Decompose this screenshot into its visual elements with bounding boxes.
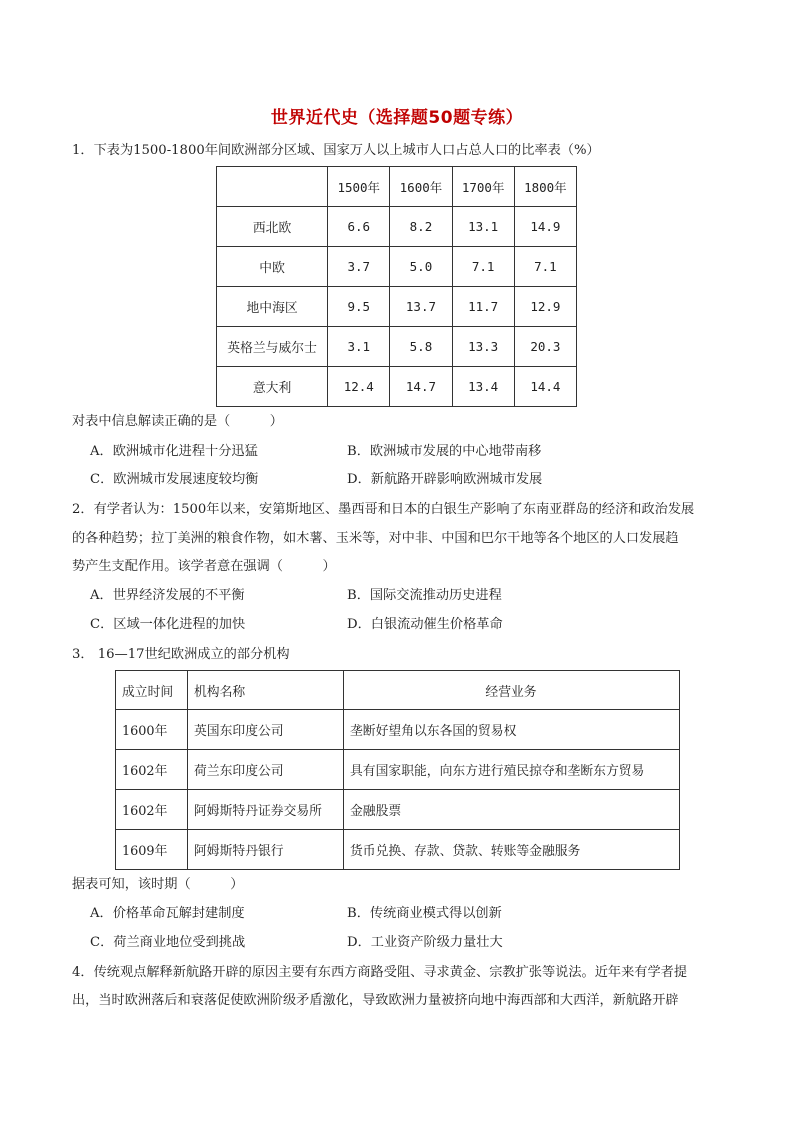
- table-cell: 3.1: [328, 327, 390, 367]
- q1-option-a: A．欧洲城市化进程十分迅猛: [90, 444, 258, 459]
- table-row: [217, 207, 577, 247]
- q1-table: [216, 166, 577, 407]
- table-cell: 13.1: [452, 207, 514, 247]
- table-row: [217, 287, 577, 327]
- q2-line-1: 2．有学者认为：1500年以来，安第斯地区、墨西哥和日本的白银生产影响了东南亚群岛的经济和政治发展: [72, 502, 695, 517]
- table-cell: 14.4: [514, 367, 576, 407]
- table-cell: 垄断好望角以东各国的贸易权: [344, 710, 680, 750]
- q3-option-a: A．价格革命瓦解封建制度: [90, 906, 245, 921]
- table-cell: 13.4: [452, 367, 514, 407]
- q1-option-c: C．欧洲城市发展速度较均衡: [90, 472, 259, 487]
- q2-option-b: B．国际交流推动历史进程: [347, 588, 502, 603]
- table-cell: 金融股票: [344, 790, 680, 830]
- table-cell: 13.7: [390, 287, 452, 327]
- table-cell: 5.0: [390, 247, 452, 287]
- q1-stem: 1．下表为1500-1800年间欧洲部分区域、国家万人以上城市人口占总人口的比率表（%）: [72, 143, 600, 158]
- q2-option-c: C．区域一体化进程的加快: [90, 617, 246, 632]
- table-row: [116, 750, 680, 790]
- table-header-cell: 1800年: [514, 167, 576, 207]
- table-cell: 英格兰与威尔士: [217, 327, 328, 367]
- table-row: [116, 790, 680, 830]
- table-header-cell: 1500年: [328, 167, 390, 207]
- q3-option-d: D．工业资产阶级力量壮大: [347, 935, 503, 950]
- q4-line-2: 出，当时欧洲落后和衰落促使欧洲阶级矛盾激化，导致欧洲力量被挤向地中海西部和大西洋，新航路开辟: [72, 993, 679, 1008]
- table-cell: 阿姆斯特丹证券交易所: [188, 790, 344, 830]
- table-row: [217, 367, 577, 407]
- q2-option-a: A．世界经济发展的不平衡: [90, 588, 245, 603]
- q2-line-3: 势产生支配作用。该学者意在强调（ ）: [72, 559, 336, 574]
- table-cell: 9.5: [328, 287, 390, 327]
- table-header-row: [217, 167, 577, 207]
- table-cell: 12.9: [514, 287, 576, 327]
- table-row: [217, 327, 577, 367]
- table-cell: 5.8: [390, 327, 452, 367]
- q2-line-2: 的各种趋势；拉丁美洲的粮食作物，如木薯、玉米等，对中非、中国和巴尔干地等各个地区的人口发展趋: [72, 531, 679, 546]
- table-cell: 1602年: [116, 750, 188, 790]
- q1-question: 对表中信息解读正确的是（ ）: [72, 414, 283, 429]
- table-cell: 12.4: [328, 367, 390, 407]
- table-cell: 荷兰东印度公司: [188, 750, 344, 790]
- table-cell: 7.1: [452, 247, 514, 287]
- q3-option-c: C．荷兰商业地位受到挑战: [90, 935, 246, 950]
- q3-stem: 3． 16—17世纪欧洲成立的部分机构: [72, 647, 290, 662]
- table-cell: 中欧: [217, 247, 328, 287]
- table-cell: 6.6: [328, 207, 390, 247]
- q3-question: 据表可知，该时期（ ）: [72, 877, 244, 892]
- table-header-cell: 1600年: [390, 167, 452, 207]
- table-cell: 1600年: [116, 710, 188, 750]
- table-row: [116, 830, 680, 870]
- q3-table: [115, 670, 680, 870]
- table-cell: 英国东印度公司: [188, 710, 344, 750]
- q4-line-1: 4．传统观点解释新航路开辟的原因主要有东西方商路受阻、寻求黄金、宗教扩张等说法。近年来有学者提: [72, 965, 688, 980]
- table-header-cell: 1700年: [452, 167, 514, 207]
- table-cell: 1602年: [116, 790, 188, 830]
- q1-option-b: B．欧洲城市发展的中心地带南移: [347, 444, 542, 459]
- table-cell: 11.7: [452, 287, 514, 327]
- table-cell: 14.9: [514, 207, 576, 247]
- table-cell: 西北欧: [217, 207, 328, 247]
- table-row: [217, 247, 577, 287]
- table-cell: 14.7: [390, 367, 452, 407]
- table-row: [116, 710, 680, 750]
- table-cell: 1609年: [116, 830, 188, 870]
- table-header-cell: [217, 167, 328, 207]
- table-cell: 20.3: [514, 327, 576, 367]
- table-cell: 地中海区: [217, 287, 328, 327]
- table-cell: 13.3: [452, 327, 514, 367]
- table-header-cell: 经营业务: [344, 671, 680, 710]
- page-title: 世界近代史（选择题50题专练）: [270, 108, 524, 128]
- table-cell: 阿姆斯特丹银行: [188, 830, 344, 870]
- table-cell: 意大利: [217, 367, 328, 407]
- table-header-cell: 成立时间: [116, 671, 188, 710]
- table-cell: 7.1: [514, 247, 576, 287]
- table-cell: 货币兑换、存款、贷款、转账等金融服务: [344, 830, 680, 870]
- table-header-row: [116, 671, 680, 710]
- q3-option-b: B．传统商业模式得以创新: [347, 906, 502, 921]
- q2-option-d: D．白银流动催生价格革命: [347, 617, 503, 632]
- table-cell: 8.2: [390, 207, 452, 247]
- table-cell: 具有国家职能，向东方进行殖民掠夺和垄断东方贸易: [344, 750, 680, 790]
- table-header-cell: 机构名称: [188, 671, 344, 710]
- q1-option-d: D．新航路开辟影响欧洲城市发展: [347, 472, 543, 487]
- table-cell: 3.7: [328, 247, 390, 287]
